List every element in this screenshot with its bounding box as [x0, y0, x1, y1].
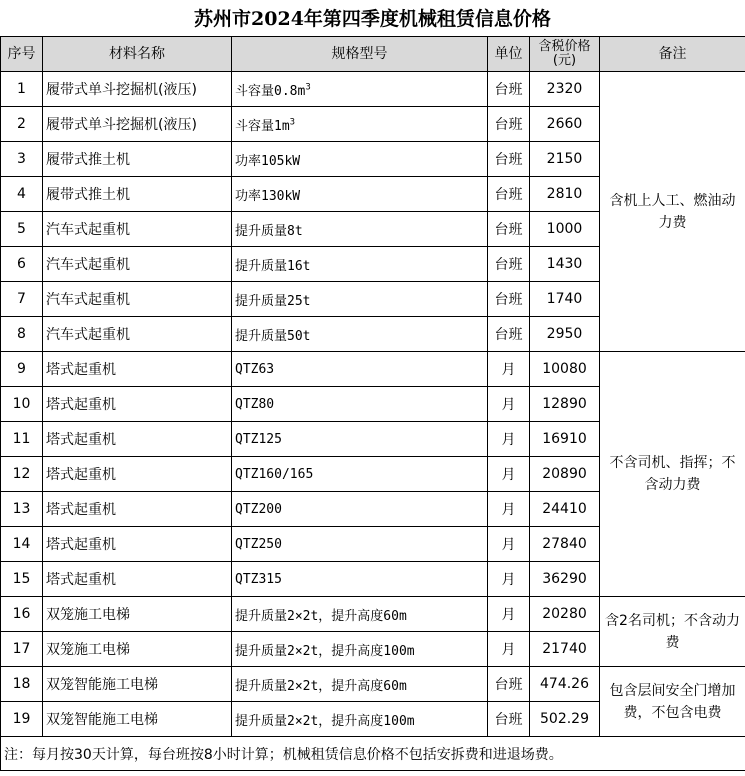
- cell-name: 塔式起重机: [43, 422, 232, 457]
- cell-note: 含2名司机；不含动力费: [600, 597, 745, 667]
- cell-price: 502.29: [530, 702, 600, 737]
- cell-no: 5: [1, 212, 43, 247]
- cell-no: 8: [1, 317, 43, 352]
- cell-name: 塔式起重机: [43, 527, 232, 562]
- cell-unit: 台班: [488, 107, 530, 142]
- cell-spec: 提升质量8t: [232, 212, 488, 247]
- cell-spec: 功率105kW: [232, 142, 488, 177]
- cell-spec: 提升质量2×2t，提升高度100m: [232, 632, 488, 667]
- cell-spec: 提升质量50t: [232, 317, 488, 352]
- cell-note: 包含层间安全门增加费，不包含电费: [600, 667, 745, 737]
- cell-name: 双笼智能施工电梯: [43, 702, 232, 737]
- header-note: 备注: [600, 37, 745, 72]
- cell-no: 19: [1, 702, 43, 737]
- cell-price: 2320: [530, 72, 600, 107]
- footer-note: 注：每月按30天计算，每台班按8小时计算；机械租赁信息价格不包括安拆费和进退场费。: [1, 737, 745, 771]
- cell-spec: QTZ160/165: [232, 457, 488, 492]
- cell-unit: 月: [488, 632, 530, 667]
- spec-text: 斗容量1m: [235, 118, 290, 134]
- cell-price: 21740: [530, 632, 600, 667]
- cell-no: 11: [1, 422, 43, 457]
- cell-note: 不含司机、指挥；不含动力费: [600, 352, 745, 597]
- cell-no: 15: [1, 562, 43, 597]
- cell-name: 汽车式起重机: [43, 317, 232, 352]
- table-row: [1, 72, 745, 107]
- cell-name: 履带式单斗挖掘机(液压): [43, 107, 232, 142]
- cell-spec: 功率130kW: [232, 177, 488, 212]
- table-row: [1, 667, 745, 702]
- cell-unit: 月: [488, 597, 530, 632]
- page-title: 苏州市2024年第四季度机械租赁信息价格: [194, 8, 551, 30]
- footer-row: [1, 737, 745, 771]
- cell-no: 2: [1, 107, 43, 142]
- cell-price: 2150: [530, 142, 600, 177]
- header-unit: 单位: [488, 37, 530, 72]
- cell-name: 双笼施工电梯: [43, 632, 232, 667]
- cell-price: 24410: [530, 492, 600, 527]
- cell-no: 1: [1, 72, 43, 107]
- spec-superscript: 3: [305, 82, 311, 93]
- cell-unit: 台班: [488, 667, 530, 702]
- cell-spec: 提升质量2×2t，提升高度60m: [232, 597, 488, 632]
- cell-price: 1740: [530, 282, 600, 317]
- spec-superscript: 3: [289, 117, 296, 128]
- cell-unit: 台班: [488, 142, 530, 177]
- cell-spec: QTZ80: [232, 387, 488, 422]
- cell-spec: QTZ200: [232, 492, 488, 527]
- cell-no: 14: [1, 527, 43, 562]
- cell-unit: 台班: [488, 212, 530, 247]
- cell-spec: 提升质量2×2t，提升高度60m: [232, 667, 488, 702]
- cell-no: 9: [1, 352, 43, 387]
- cell-spec: [232, 107, 488, 142]
- cell-spec: 提升质量16t: [232, 247, 488, 282]
- cell-price: 20280: [530, 597, 600, 632]
- cell-no: 7: [1, 282, 43, 317]
- header-row: [1, 37, 745, 72]
- cell-price: 20890: [530, 457, 600, 492]
- cell-unit: 台班: [488, 72, 530, 107]
- header-spec: 规格型号: [232, 37, 488, 72]
- cell-unit: 月: [488, 562, 530, 597]
- cell-name: 履带式单斗挖掘机(液压): [43, 72, 232, 107]
- cell-unit: 月: [488, 352, 530, 387]
- cell-unit: 月: [488, 422, 530, 457]
- cell-price: 36290: [530, 562, 600, 597]
- cell-no: 4: [1, 177, 43, 212]
- cell-unit: 月: [488, 527, 530, 562]
- cell-name: 履带式推土机: [43, 177, 232, 212]
- spec-text: 斗容量0.8m: [235, 83, 306, 99]
- cell-no: 6: [1, 247, 43, 282]
- table-row: [1, 597, 745, 632]
- cell-price: 1000: [530, 212, 600, 247]
- cell-name: 汽车式起重机: [43, 212, 232, 247]
- cell-price: 2810: [530, 177, 600, 212]
- cell-price: 16910: [530, 422, 600, 457]
- cell-no: 13: [1, 492, 43, 527]
- cell-price: 2660: [530, 107, 600, 142]
- cell-unit: 台班: [488, 247, 530, 282]
- cell-no: 3: [1, 142, 43, 177]
- cell-price: 1430: [530, 247, 600, 282]
- cell-spec: 提升质量25t: [232, 282, 488, 317]
- header-price: 含税价格(元): [530, 37, 600, 72]
- cell-unit: 台班: [488, 702, 530, 737]
- cell-unit: 月: [488, 457, 530, 492]
- header-no: 序号: [1, 37, 43, 72]
- cell-spec: QTZ125: [232, 422, 488, 457]
- cell-unit: 月: [488, 492, 530, 527]
- cell-note: 含机上人工、燃油动力费: [600, 72, 745, 352]
- cell-name: 双笼智能施工电梯: [43, 667, 232, 702]
- cell-name: 塔式起重机: [43, 492, 232, 527]
- price-table: [0, 36, 745, 771]
- cell-price: 12890: [530, 387, 600, 422]
- cell-spec: [232, 72, 488, 107]
- cell-price: 474.26: [530, 667, 600, 702]
- cell-spec: QTZ315: [232, 562, 488, 597]
- cell-no: 12: [1, 457, 43, 492]
- cell-name: 塔式起重机: [43, 457, 232, 492]
- cell-price: 2950: [530, 317, 600, 352]
- table-row: [1, 352, 745, 387]
- cell-unit: 台班: [488, 317, 530, 352]
- cell-no: 17: [1, 632, 43, 667]
- header-name: 材料名称: [43, 37, 232, 72]
- cell-name: 塔式起重机: [43, 352, 232, 387]
- cell-spec: QTZ63: [232, 352, 488, 387]
- cell-price: 10080: [530, 352, 600, 387]
- cell-name: 汽车式起重机: [43, 282, 232, 317]
- cell-unit: 月: [488, 387, 530, 422]
- cell-name: 汽车式起重机: [43, 247, 232, 282]
- cell-no: 18: [1, 667, 43, 702]
- cell-name: 塔式起重机: [43, 387, 232, 422]
- cell-no: 10: [1, 387, 43, 422]
- cell-name: 双笼施工电梯: [43, 597, 232, 632]
- cell-spec: 提升质量2×2t，提升高度100m: [232, 702, 488, 737]
- cell-unit: 台班: [488, 282, 530, 317]
- cell-price: 27840: [530, 527, 600, 562]
- cell-no: 16: [1, 597, 43, 632]
- cell-unit: 台班: [488, 177, 530, 212]
- cell-name: 塔式起重机: [43, 562, 232, 597]
- cell-name: 履带式推土机: [43, 142, 232, 177]
- cell-spec: QTZ250: [232, 527, 488, 562]
